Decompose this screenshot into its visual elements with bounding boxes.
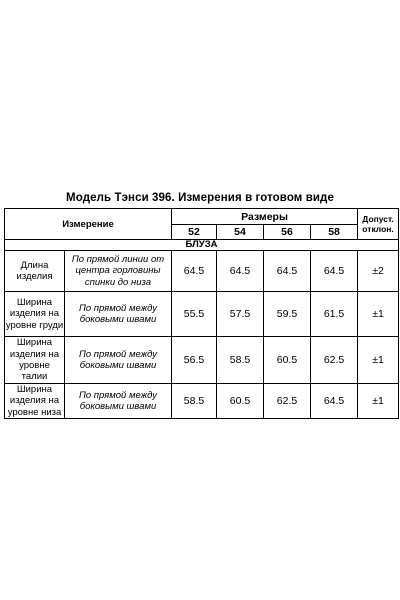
row-value: 59.5 [264, 292, 311, 337]
row-value: 60.5 [264, 337, 311, 384]
row-value: 55.5 [172, 292, 217, 337]
row-tolerance: ±1 [358, 384, 399, 419]
size-label: 52 [172, 225, 217, 240]
row-measurement-name: Ширина изделия на уровне талии [5, 337, 65, 384]
row-measurement-name: Длина изделия [5, 251, 65, 292]
row-value: 64.5 [217, 251, 264, 292]
section-row [5, 240, 399, 251]
tolerance-header: Допуст. отклон. [358, 209, 399, 240]
row-value: 64.5 [311, 251, 358, 292]
row-measurement-name: Ширина изделия на уровне груди [5, 292, 65, 337]
measurements-table [4, 208, 399, 419]
row-value: 64.5 [172, 251, 217, 292]
row-measurement-name: Ширина изделия на уровне низа [5, 384, 65, 419]
row-tolerance: ±1 [358, 337, 399, 384]
row-value: 61.5 [311, 292, 358, 337]
row-value: 60.5 [217, 384, 264, 419]
row-value: 58.5 [172, 384, 217, 419]
row-tolerance: ±1 [358, 292, 399, 337]
row-measurement-method: По прямой линии от центра горловины спинки до низа [65, 251, 172, 292]
table-row [5, 251, 399, 292]
row-value: 58.5 [217, 337, 264, 384]
page-title: Модель Тэнси 396. Измерения в готовом виде [66, 192, 334, 204]
row-value: 62.5 [311, 337, 358, 384]
size-label: 56 [264, 225, 311, 240]
row-tolerance: ±2 [358, 251, 399, 292]
sizes-header: Размеры [172, 209, 358, 225]
table-row [5, 292, 399, 337]
section-label: БЛУЗА [5, 240, 399, 251]
row-value: 57.5 [217, 292, 264, 337]
row-value: 64.5 [264, 251, 311, 292]
table-header-row [5, 209, 399, 225]
row-value: 64.5 [311, 384, 358, 419]
row-measurement-method: По прямой между боковыми швами [65, 384, 172, 419]
row-measurement-method: По прямой между боковыми швами [65, 337, 172, 384]
row-value: 56.5 [172, 337, 217, 384]
measurement-header: Измерение [5, 209, 172, 240]
size-label: 54 [217, 225, 264, 240]
table-row [5, 337, 399, 384]
size-label: 58 [311, 225, 358, 240]
row-measurement-method: По прямой между боковыми швами [65, 292, 172, 337]
row-value: 62.5 [264, 384, 311, 419]
table-row [5, 384, 399, 419]
